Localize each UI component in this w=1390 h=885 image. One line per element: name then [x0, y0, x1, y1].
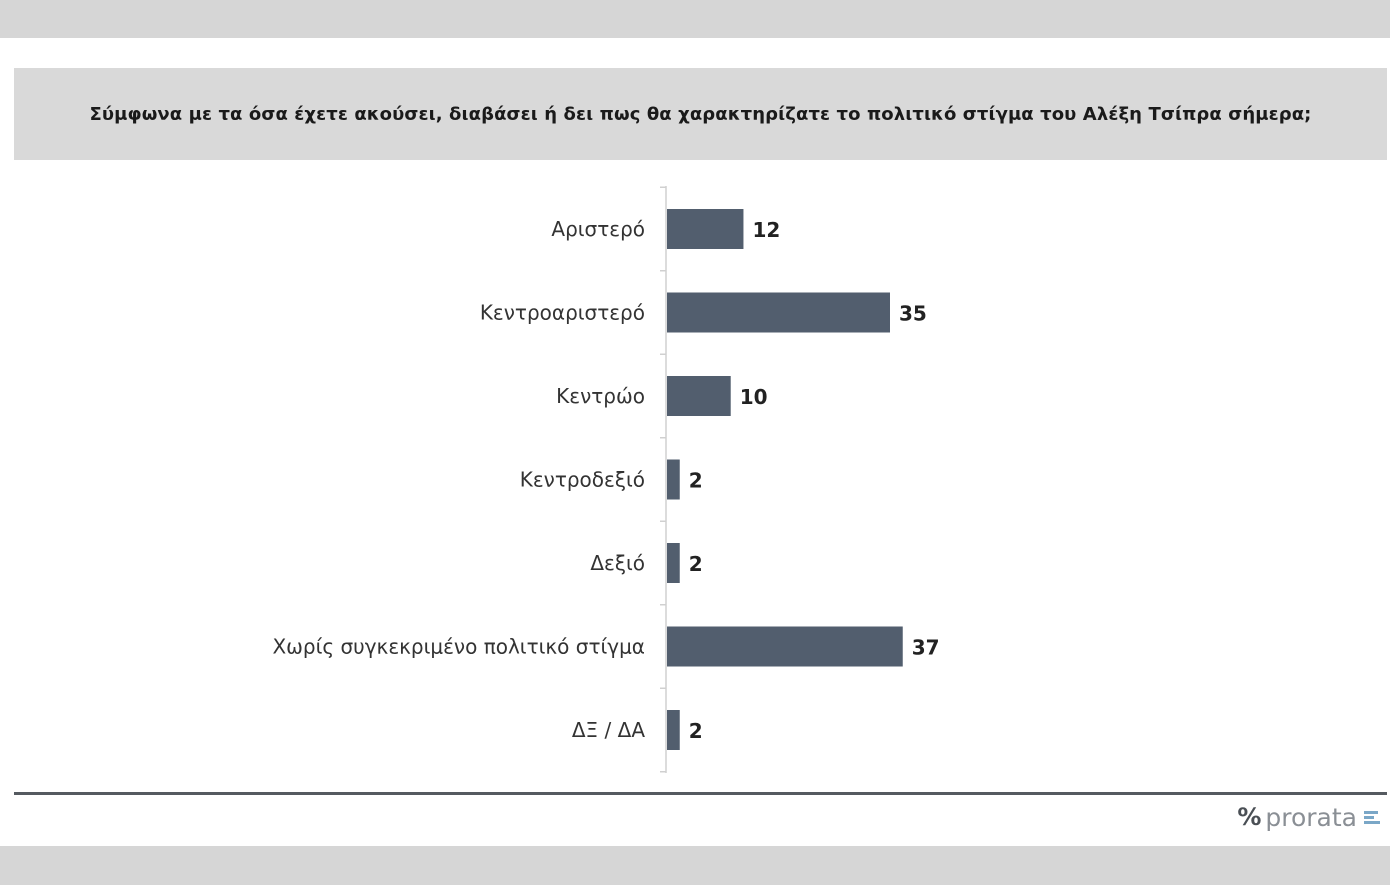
logo-bars-icon: [1364, 811, 1380, 824]
bar: [667, 293, 890, 333]
percent-logo-icon: %: [1237, 803, 1262, 831]
bar: [667, 710, 680, 750]
bar: [667, 376, 731, 416]
category-label: Κεντροαριστερό: [479, 300, 645, 325]
data-label: 10: [739, 385, 768, 409]
category-label: Κεντροδεξιό: [519, 467, 645, 492]
data-label: 2: [688, 468, 703, 493]
category-label: ΔΞ / ΔΑ: [571, 718, 645, 742]
chart-title: Σύμφωνα με τα όσα έχετε ακούσει, διαβάσει ή δει πως θα χαρακτηρίζατε το πολιτικό στίγμα του Αλέξη Τσίπρα σήμερα;: [89, 103, 1312, 125]
category-label: Αριστερό: [551, 217, 645, 241]
category-label: Κεντρώο: [556, 384, 645, 408]
logo-text: prorata: [1265, 802, 1357, 832]
bar-chart: [0, 38, 1390, 846]
footer-divider: [14, 792, 1387, 795]
data-label: 2: [688, 719, 703, 743]
bar: [667, 209, 743, 249]
slide: [0, 38, 1390, 846]
bar: [667, 460, 680, 500]
chart-area: [0, 38, 1390, 846]
category-label: Χωρίς συγκεκριμένο πολιτικό στίγμα: [272, 634, 645, 659]
data-label: 12: [752, 218, 781, 242]
bar: [667, 543, 680, 583]
bar: [667, 627, 903, 667]
data-label: 35: [899, 301, 927, 326]
data-label: 37: [911, 635, 940, 660]
category-label: Δεξιό: [590, 551, 645, 575]
prorata-logo: [1237, 800, 1380, 834]
data-label: 2: [688, 552, 703, 576]
